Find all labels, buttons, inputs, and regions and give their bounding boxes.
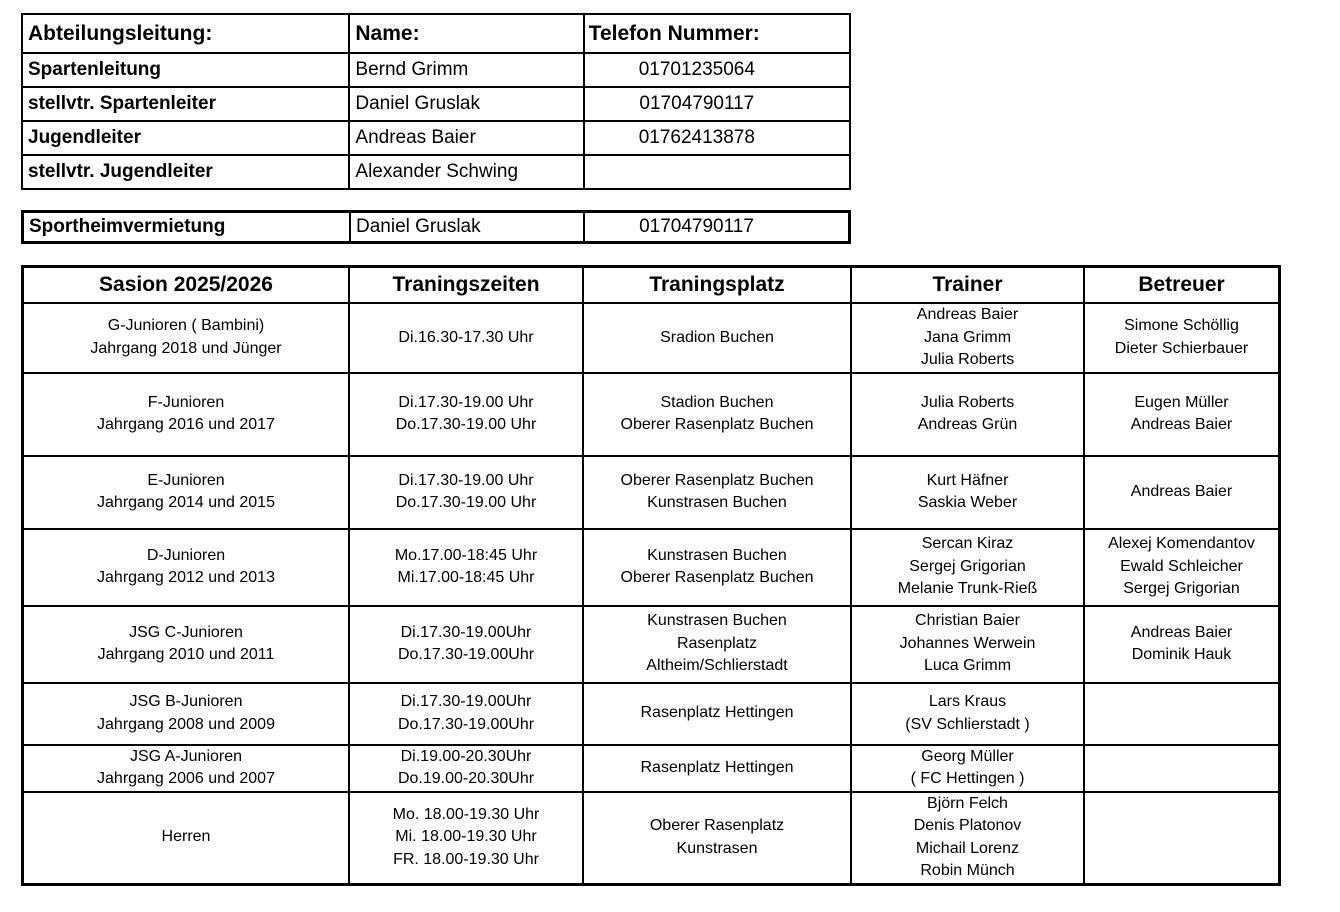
team-line: G-Junioren ( Bambini) — [107, 317, 265, 335]
training-place-cell — [583, 303, 851, 373]
contact-phone: 01701235064 — [584, 53, 850, 87]
trainer-line: Robin Münch — [920, 862, 1015, 879]
rental-table — [21, 210, 851, 244]
team-line: Jahrgang 2018 und Jünger — [90, 339, 282, 357]
trainer-line: Melanie Trunk-Rieß — [897, 580, 1038, 598]
betreuer-line: Dieter Schierbauer — [1114, 339, 1249, 357]
trainer-cell — [851, 373, 1084, 456]
team-line: JSG C-Junioren — [129, 623, 243, 641]
contacts-row — [22, 53, 850, 87]
training-place-line: Rasenplatz Hettingen — [640, 704, 794, 722]
trainer-line: Sercan Kiraz — [921, 535, 1014, 553]
trainer-line: Andreas Grün — [917, 416, 1018, 433]
training-place-line: Oberer Rasenplatz Buchen — [620, 569, 814, 586]
training-times-line: Do.17.30-19.00 Uhr — [395, 416, 537, 433]
schedule-body — [23, 303, 1280, 884]
training-place-line: Altheim/Schlierstadt — [646, 657, 788, 675]
contacts-table — [21, 13, 851, 190]
rental-role: Sportheimvermietung — [23, 212, 351, 243]
trainer-line: Lars Kraus — [928, 693, 1007, 710]
contact-name: Andreas Baier — [349, 121, 583, 155]
training-place-cell — [583, 373, 851, 456]
trainer-line: Julia Roberts — [920, 351, 1015, 368]
training-place-cell — [583, 683, 851, 745]
contact-role: Jugendleiter — [22, 121, 349, 155]
training-place-line: Oberer Rasenplatz Buchen — [620, 416, 814, 433]
schedule-header-times: Traningszeiten — [349, 267, 583, 304]
contact-role: stellvtr. Jugendleiter — [22, 155, 349, 189]
team-cell — [23, 529, 350, 606]
trainer-line: (SV Schlierstadt ) — [905, 715, 1030, 733]
trainer-line: Christian Baier — [915, 612, 1020, 630]
schedule-row — [23, 373, 1280, 456]
trainer-cell — [851, 606, 1084, 683]
team-line: Jahrgang 2010 und 2011 — [97, 646, 275, 663]
betreuer-line: Simone Schöllig — [1124, 317, 1239, 335]
training-place-cell — [583, 456, 851, 529]
team-cell — [23, 373, 350, 456]
rental-name: Daniel Gruslak — [350, 212, 584, 243]
betreuer-cell — [1084, 373, 1280, 456]
trainer-line: Luca Grimm — [923, 657, 1012, 675]
training-times-line: Mo.17.00-18:45 Uhr — [394, 546, 538, 564]
training-times-line: Do.19.00-20.30Uhr — [397, 770, 535, 787]
contacts-row — [22, 87, 850, 121]
training-place-cell — [583, 792, 851, 885]
contact-phone: 01762413878 — [584, 121, 850, 155]
team-line: Jahrgang 2016 und 2017 — [97, 416, 275, 433]
training-times-line: FR. 18.00-19.30 Uhr — [393, 850, 539, 868]
training-times-line: Do.17.30-19.00 Uhr — [395, 494, 537, 511]
training-times-line: Mi.17.00-18:45 Uhr — [397, 569, 535, 586]
betreuer-cell — [1084, 792, 1280, 885]
training-place-line: Stadion Buchen — [660, 393, 774, 411]
schedule-row — [23, 303, 1280, 373]
trainer-cell — [851, 529, 1084, 606]
contact-name: Daniel Gruslak — [349, 87, 583, 121]
training-times-line: Di.17.30-19.00 Uhr — [398, 393, 534, 411]
training-times-cell — [349, 529, 583, 606]
trainer-line: ( FC Hettingen ) — [910, 770, 1025, 787]
team-line: JSG A-Junioren — [129, 747, 243, 765]
schedule-row — [23, 529, 1280, 606]
betreuer-line: Sergej Grigorian — [1123, 580, 1240, 598]
training-times-cell — [349, 303, 583, 373]
schedule-table — [21, 265, 1281, 886]
schedule-header-row — [23, 267, 1280, 304]
betreuer-cell — [1084, 683, 1280, 745]
contact-name: Alexander Schwing — [349, 155, 583, 189]
schedule-header-place: Traningsplatz — [583, 267, 851, 304]
team-cell — [23, 745, 350, 792]
training-times-cell — [349, 606, 583, 683]
trainer-cell — [851, 683, 1084, 745]
trainer-line: Julia Roberts — [920, 393, 1015, 411]
team-line: Jahrgang 2012 und 2013 — [97, 569, 275, 586]
contact-name: Bernd Grimm — [349, 53, 583, 87]
training-times-cell — [349, 373, 583, 456]
trainer-line: Georg Müller — [921, 747, 1014, 765]
training-place-line: Kunstrasen Buchen — [647, 612, 787, 630]
team-line: Jahrgang 2006 und 2007 — [97, 770, 275, 787]
trainer-line: Andreas Baier — [916, 306, 1019, 323]
contacts-header-name: Name: — [349, 14, 583, 53]
trainer-line: Denis Platonov — [913, 817, 1022, 834]
training-place-line: Rasenplatz Hettingen — [640, 758, 794, 776]
contact-phone: 01704790117 — [584, 87, 850, 121]
trainer-cell — [851, 745, 1084, 792]
betreuer-line: Andreas Baier — [1130, 416, 1233, 433]
betreuer-cell — [1084, 456, 1280, 529]
contact-role: Spartenleitung — [22, 53, 349, 87]
contact-role: stellvtr. Spartenleiter — [22, 87, 349, 121]
training-times-line: Di.17.30-19.00Uhr — [400, 623, 532, 641]
schedule-row — [23, 683, 1280, 745]
team-cell — [23, 456, 350, 529]
training-times-line: Di.17.30-19.00 Uhr — [398, 471, 534, 489]
team-cell — [23, 683, 350, 745]
betreuer-line: Dominik Hauk — [1131, 646, 1232, 663]
trainer-line: Johannes Werwein — [899, 634, 1036, 652]
contacts-row — [22, 121, 850, 155]
team-line: Jahrgang 2014 und 2015 — [97, 494, 275, 511]
schedule-row — [23, 745, 1280, 792]
trainer-line: Sergej Grigorian — [909, 557, 1026, 575]
contacts-header-row — [22, 14, 850, 53]
training-place-cell — [583, 529, 851, 606]
contact-phone — [584, 155, 850, 189]
team-line: F-Junioren — [147, 393, 225, 411]
team-line: E-Junioren — [147, 471, 225, 489]
trainer-line: Saskia Weber — [917, 494, 1018, 511]
trainer-line: Jana Grimm — [923, 328, 1012, 346]
trainer-cell — [851, 456, 1084, 529]
schedule-header-season: Sasion 2025/2026 — [23, 267, 350, 304]
training-times-line: Do.17.30-19.00Uhr — [397, 715, 535, 733]
trainer-line: Michail Lorenz — [915, 839, 1020, 857]
training-times-line: Mi. 18.00-19.30 Uhr — [395, 828, 537, 846]
team-line: Herren — [161, 828, 211, 846]
team-cell — [23, 792, 350, 885]
schedule-row — [23, 792, 1280, 885]
betreuer-line: Andreas Baier — [1130, 482, 1233, 500]
training-times-line: Di.17.30-19.00Uhr — [400, 693, 532, 710]
contacts-header-role: Abteilungsleitung: — [22, 14, 349, 53]
training-times-cell — [349, 683, 583, 745]
betreuer-line: Eugen Müller — [1134, 393, 1229, 411]
trainer-line: Kurt Häfner — [926, 471, 1009, 489]
betreuer-cell — [1084, 303, 1280, 373]
betreuer-line: Andreas Baier — [1130, 623, 1233, 641]
betreuer-cell — [1084, 529, 1280, 606]
training-place-cell — [583, 606, 851, 683]
training-place-line: Kunstrasen Buchen — [647, 546, 787, 564]
schedule-row — [23, 606, 1280, 683]
schedule-header-betreuer: Betreuer — [1084, 267, 1280, 304]
betreuer-cell — [1084, 745, 1280, 792]
team-cell — [23, 606, 350, 683]
training-place-line: Sradion Buchen — [660, 328, 774, 346]
schedule-header-trainer: Trainer — [851, 267, 1084, 304]
training-place-line: Kunstrasen — [676, 839, 758, 857]
contacts-row — [22, 155, 850, 189]
training-times-cell — [349, 456, 583, 529]
training-times-line: Do.17.30-19.00Uhr — [397, 646, 535, 663]
training-place-line: Oberer Rasenplatz — [649, 817, 785, 834]
training-times-line: Di.19.00-20.30Uhr — [400, 747, 532, 765]
rental-row — [23, 212, 850, 243]
team-line: JSG B-Junioren — [129, 693, 243, 710]
training-times-cell — [349, 745, 583, 792]
training-place-line: Kunstrasen Buchen — [647, 494, 787, 511]
betreuer-line: Ewald Schleicher — [1120, 557, 1243, 575]
training-times-line: Mo. 18.00-19.30 Uhr — [392, 805, 540, 823]
trainer-cell — [851, 792, 1084, 885]
team-cell — [23, 303, 350, 373]
schedule-row — [23, 456, 1280, 529]
contacts-header-phone: Telefon Nummer: — [584, 14, 850, 53]
betreuer-cell — [1084, 606, 1280, 683]
training-times-line: Di.16.30-17.30 Uhr — [398, 328, 534, 346]
rental-phone: 01704790117 — [584, 212, 850, 243]
training-place-cell — [583, 745, 851, 792]
betreuer-line: Alexej Komendantov — [1108, 535, 1255, 553]
trainer-cell — [851, 303, 1084, 373]
training-times-cell — [349, 792, 583, 885]
team-line: D-Junioren — [146, 546, 226, 564]
training-place-line: Rasenplatz — [676, 634, 758, 652]
training-place-line: Oberer Rasenplatz Buchen — [620, 471, 814, 489]
trainer-line: Björn Felch — [927, 794, 1008, 812]
team-line: Jahrgang 2008 und 2009 — [97, 715, 275, 733]
